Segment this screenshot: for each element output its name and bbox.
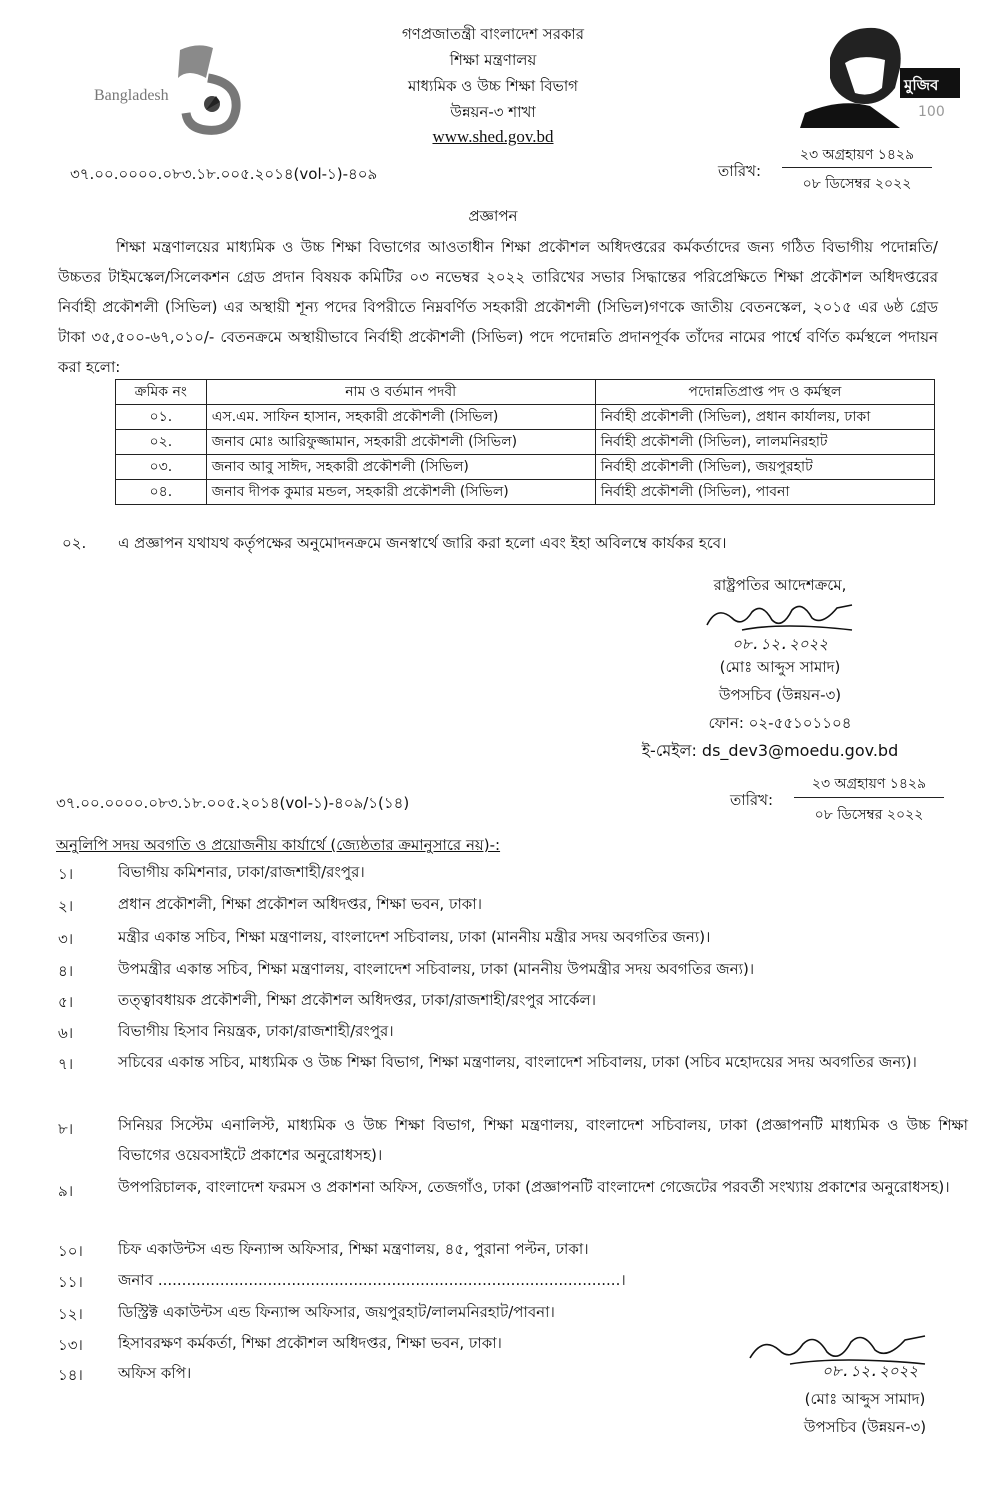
cc-item-number: ২। bbox=[58, 897, 74, 915]
cc-item-text: হিসাবরক্ষণ কর্মকর্তা, শিক্ষা প্রকৌশল অধিদপ্তর, শিক্ষা ভবন, ঢাকা। bbox=[118, 1334, 502, 1352]
presidential-order: রাষ্ট্রপতির আদেশক্রমে, bbox=[713, 576, 847, 594]
row-serial: ০২. bbox=[116, 430, 207, 455]
signatory-1-email[interactable]: ই-মেইল: ds_dev3@moedu.gov.bd bbox=[641, 741, 899, 760]
table-row bbox=[116, 480, 935, 505]
date-2-bangla: ২৩ অগ্রহায়ণ ১৪২৯ bbox=[811, 776, 927, 792]
signature-2-date: ০৮.১২.২০২২ bbox=[821, 1362, 919, 1380]
row-posting: নির্বাহী প্রকৌশলী (সিভিল), জয়পুরহাট bbox=[595, 455, 934, 480]
header-posting: পদোন্নতিপ্রাপ্ত পদ ও কর্মস্থল bbox=[595, 380, 934, 405]
header-government: গণপ্রজাতন্ত্রী বাংলাদেশ সরকার bbox=[401, 25, 585, 43]
notification-title: প্রজ্ঞাপন bbox=[468, 207, 518, 225]
row-serial: ০৪. bbox=[116, 480, 207, 505]
cc-item-text: সচিবের একান্ত সচিব, মাধ্যমিক ও উচ্চ শিক্ষা বিভাগ, শিক্ষা মন্ত্রণালয়, বাংলাদেশ সচিবালয়, ঢাকা (সচিব মহোদয়ের সদয় অবগতির জন্য)। bbox=[118, 1053, 917, 1071]
row-name: জনাব মোঃ আরিফুজ্জামান, সহকারী প্রকৌশলী (সিভিল) bbox=[206, 430, 595, 455]
note-text: এ প্রজ্ঞাপন যথাযথ কর্তৃপক্ষের অনুমোদনক্রমে জনস্বার্থে জারি করা হলো এবং ইহা অবিলম্বে কার্যকর হবে। bbox=[118, 534, 727, 552]
date-2-label: তারিখ: bbox=[730, 791, 774, 809]
cc-item-text: সিনিয়র সিস্টেম এনালিস্ট, মাধ্যমিক ও উচ্চ শিক্ষা বিভাগ, শিক্ষা মন্ত্রণালয়, বাংলাদেশ সচিবালয়, ঢাকা (প্রজ্ঞাপনটি মাধ্যমিক ও উচ্চ শিক্ষা বিভাগের ওয়েবসাইটে প্রকাশের অনুরোধসহ)। bbox=[118, 1116, 968, 1164]
header-serial: ক্রমিক নং bbox=[116, 380, 207, 405]
cc-item-text: চিফ একাউন্টস এন্ড ফিন্যান্স অফিসার, শিক্ষা মন্ত্রণালয়, ৪৫, পুরানা পল্টন, ঢাকা। bbox=[118, 1240, 589, 1258]
cc-item-number: ১১। bbox=[58, 1273, 83, 1291]
cc-item-number: ১। bbox=[58, 865, 74, 883]
table-row bbox=[116, 455, 935, 480]
date-label: তারিখ: bbox=[718, 162, 762, 180]
signatory-1-designation: উপসচিব (উন্নয়ন-৩) bbox=[718, 686, 842, 704]
row-posting: নির্বাহী প্রকৌশলী (সিভিল), প্রধান কার্যালয়, ঢাকা bbox=[595, 405, 934, 430]
cc-item-number: ৫। bbox=[58, 993, 74, 1011]
svg-text:100: 100 bbox=[918, 104, 945, 120]
header-name: নাম ও বর্তমান পদবী bbox=[206, 380, 595, 405]
cc-item-number: ১০। bbox=[58, 1242, 83, 1260]
cc-item-text: জনাব .................................................................................................। bbox=[118, 1271, 626, 1289]
cc-item-text: উপপরিচালক, বাংলাদেশ ফরমস ও প্রকাশনা অফিস, তেজগাঁও, ঢাকা (প্রজ্ঞাপনটি বাংলাদেশ গেজেটের পরবর্তী সংখ্যায় প্রকাশের অনুরোধসহ)। bbox=[118, 1178, 950, 1196]
signatory-2-name: (মোঃ আব্দুস সামাদ) bbox=[804, 1390, 926, 1408]
date-2-divider bbox=[794, 797, 944, 798]
memo-2-number: ৩৭.০০.০০০০.০৮৩.১৮.০০৫.২০১৪(vol-১)-৪০৯/১(১৪) bbox=[56, 794, 410, 812]
cc-item-number: ৩। bbox=[58, 930, 74, 948]
table-row bbox=[116, 430, 935, 455]
table-header-row bbox=[116, 380, 935, 405]
cc-item-text: বিভাগীয় কমিশনার, ঢাকা/রাজশাহী/রংপুর। bbox=[118, 863, 365, 881]
cc-item-text: অফিস কপি। bbox=[118, 1364, 192, 1382]
note-number: ০২. bbox=[62, 534, 87, 552]
signatory-2-designation: উপসচিব (উন্নয়ন-৩) bbox=[803, 1418, 927, 1436]
date-bangla: ২৩ অগ্রহায়ণ ১৪২৯ bbox=[799, 147, 915, 163]
cc-item-number: ১৩। bbox=[58, 1336, 83, 1354]
row-posting: নির্বাহী প্রকৌশলী (সিভিল), পাবনা bbox=[595, 480, 934, 505]
promotion-table bbox=[115, 379, 935, 505]
date-2-english: ০৮ ডিসেম্বর ২০২২ bbox=[814, 807, 924, 823]
row-name: এস.এম. সাফিন হাসান, সহকারী প্রকৌশলী (সিভিল) bbox=[206, 405, 595, 430]
row-serial: ০১. bbox=[116, 405, 207, 430]
row-serial: ০৩. bbox=[116, 455, 207, 480]
date-divider bbox=[782, 167, 932, 168]
mujib-logo-text: মুজিব bbox=[904, 76, 939, 94]
cc-item-text: ডিস্ট্রিক্ট একাউন্টস এন্ড ফিন্যান্স অফিসার, জয়পুরহাট/লালমনিরহাট/পাবনা। bbox=[118, 1303, 555, 1321]
cc-heading: অনুলিপি সদয় অবগতি ও প্রয়োজনীয় কার্যার্থে (জ্যেষ্ঠতার ক্রমানুসারে নয়)-: bbox=[56, 836, 501, 854]
bangladesh-logo-text: Bangladesh bbox=[94, 87, 169, 104]
signature-1-date: ০৮.১২.২০২২ bbox=[731, 635, 829, 653]
row-posting: নির্বাহী প্রকৌশলী (সিভিল), লালমনিরহাট bbox=[595, 430, 934, 455]
row-name: জনাব দীপক কুমার মন্ডল, সহকারী প্রকৌশলী (সিভিল) bbox=[206, 480, 595, 505]
signatory-1-name: (মোঃ আব্দুস সামাদ) bbox=[719, 658, 841, 676]
cc-item-number: ৮। bbox=[58, 1120, 74, 1138]
signatory-1-phone: ফোন: ০২-৫৫১০১১০৪ bbox=[708, 714, 852, 732]
header-division: মাধ্যমিক ও উচ্চ শিক্ষা বিভাগ bbox=[407, 77, 579, 95]
cc-item-text: উপমন্ত্রীর একান্ত সচিব, শিক্ষা মন্ত্রণালয়, বাংলাদেশ সচিবালয়, ঢাকা (মাননীয় উপমন্ত্রীর সদয় অবগতির জন্য)। bbox=[118, 960, 755, 978]
cc-item-text: বিভাগীয় হিসাব নিয়ন্ত্রক, ঢাকা/রাজশাহী/রংপুর। bbox=[118, 1022, 394, 1040]
cc-item-text: তত্ত্বাবধায়ক প্রকৌশলী, শিক্ষা প্রকৌশল অধিদপ্তর, ঢাকা/রাজশাহী/রংপুর সার্কেল। bbox=[118, 991, 597, 1009]
memo-number: ৩৭.০০.০০০০.০৮৩.১৮.০০৫.২০১৪(vol-১)-৪০৯ bbox=[70, 165, 378, 183]
mujib-100-logo bbox=[800, 18, 965, 128]
cc-item-number: ৬। bbox=[58, 1024, 74, 1042]
cc-item-number: ৭। bbox=[58, 1055, 74, 1073]
cc-item-text: মন্ত্রীর একান্ত সচিব, শিক্ষা মন্ত্রণালয়, বাংলাদেশ সচিবালয়, ঢাকা (মাননীয় মন্ত্রীর সদয় অবগতির জন্য)। bbox=[118, 928, 711, 946]
header-website[interactable]: www.shed.gov.bd bbox=[432, 127, 554, 146]
cc-item-text: প্রধান প্রকৌশলী, শিক্ষা প্রকৌশল অধিদপ্তর, শিক্ষা ভবন, ঢাকা। bbox=[118, 895, 483, 913]
cc-item-number: ১৪। bbox=[58, 1366, 83, 1384]
cc-item-number: ৯। bbox=[58, 1182, 74, 1200]
row-name: জনাব আবু সাঈদ, সহকারী প্রকৌশলী (সিভিল) bbox=[206, 455, 595, 480]
body-paragraph: শিক্ষা মন্ত্রণালয়ের মাধ্যমিক ও উচ্চ শিক্ষা বিভাগের আওতাধীন শিক্ষা প্রকৌশল অধিদপ্তরের কর্মকর্তাদের জন্য গঠিত বিভাগীয় পদোন্নতি/উচ্চতর টাইমস্কেল/সিলেকশন গ্রেড প্রদান বিষয়ক কমিটির ০৩ নভেম্বর ২০২২ তারিখের সভার সিদ্ধান্তের পরিপ্রেক্ষিতে শিক্ষা প্রকৌশল অধিদপ্তরের নির্বাহী প্রকৌশলী (সিভিল) এর অস্থায়ী শূন্য পদের বিপরীতে নিম্নবর্ণিত সহকারী প্রকৌশলী (সিভিল)গণকে জাতীয় বেতনস্কেল, ২০১৫ এর ৬ষ্ঠ গ্রেড টাকা ৩৫,৫০০-৬৭,০১০/- বেতনক্রমে অস্থায়ীভাবে নির্বাহী প্রকৌশলী (সিভিল) পদে পদোন্নতি প্রদানপূর্বক তাঁদের নামের পার্শ্বে বর্ণিত কর্মস্থলে পদায়ন করা হলো: bbox=[58, 238, 938, 376]
date-english: ০৮ ডিসেম্বর ২০২২ bbox=[802, 176, 912, 192]
table-row bbox=[116, 405, 935, 430]
cc-item-number: ১২। bbox=[58, 1305, 83, 1323]
cc-item-number: ৪। bbox=[58, 962, 74, 980]
header-branch: উন্নয়ন-৩ শাখা bbox=[450, 103, 536, 121]
header-ministry: শিক্ষা মন্ত্রণালয় bbox=[449, 51, 537, 69]
